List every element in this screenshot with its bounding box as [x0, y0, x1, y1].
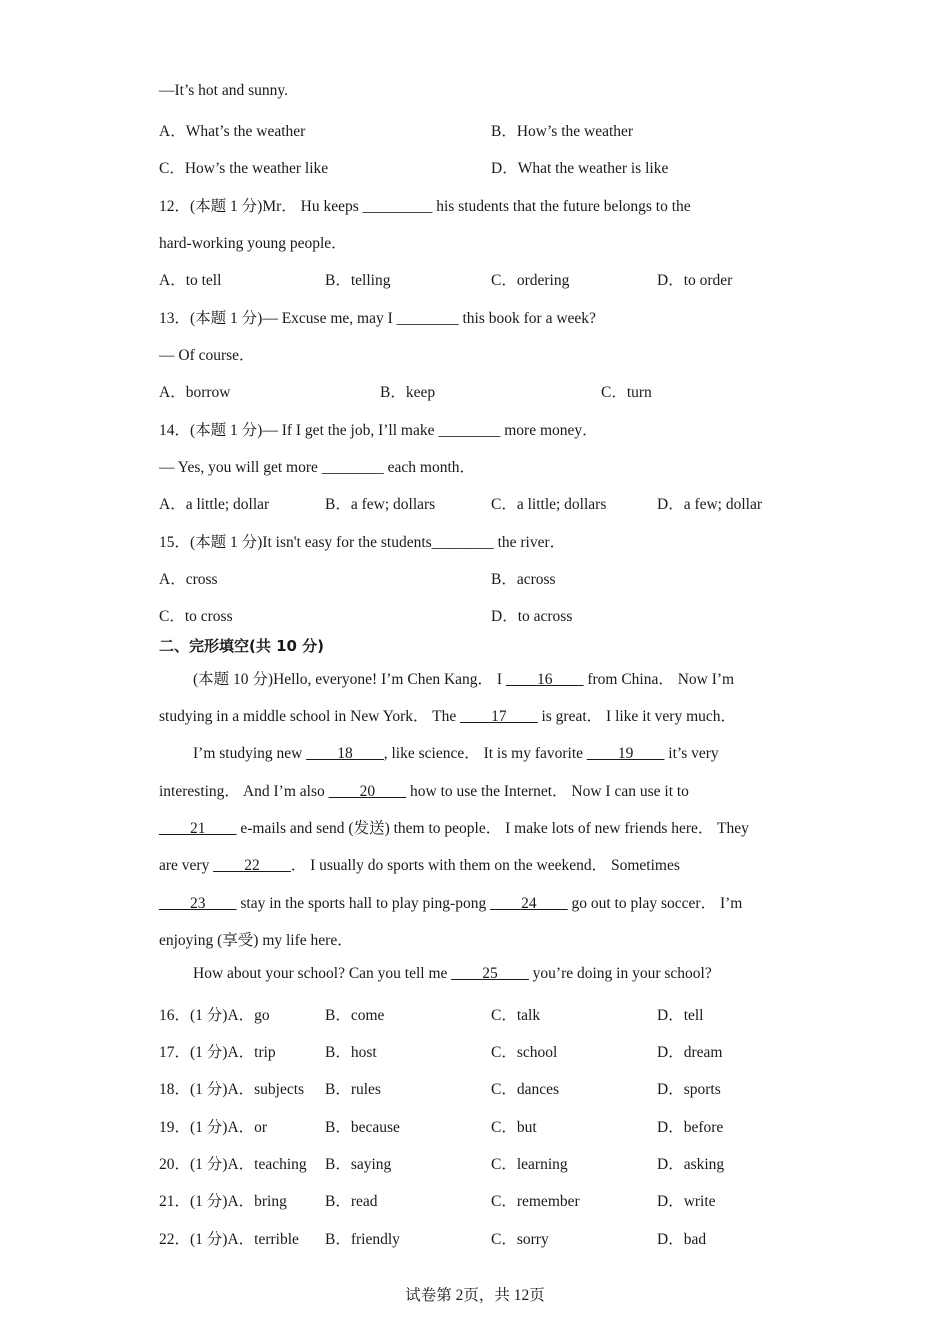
q18-option-d: D．sports: [657, 1081, 721, 1098]
q21-option-b: B．read: [325, 1193, 378, 1210]
blank-25: ____25____: [451, 965, 529, 982]
passage-text: you’re doing in your school?: [528, 965, 712, 982]
q20-option-c: C．learning: [491, 1156, 568, 1173]
q16-option-d: D．tell: [657, 1007, 704, 1024]
q21-option-c: C．remember: [491, 1193, 580, 1210]
q17-option-b: B．host: [325, 1044, 377, 1061]
passage-text: (本题 10 分)Hello, everyone! I’m Chen Kang． I: [193, 671, 506, 688]
passage-line-8: enjoying (享受) my life here．: [159, 932, 353, 949]
passage-line-1: [193, 667, 734, 689]
q14-option-a: A．a little; dollar: [159, 496, 270, 513]
q11-answer-line: —It’s hot and sunny.: [159, 82, 289, 99]
passage-text: go out to play soccer． I’m: [567, 895, 743, 912]
q12-stem-cont: hard-working young people．: [159, 235, 347, 252]
blank-18: ____18____: [306, 745, 384, 762]
q22-option-c: C．sorry: [491, 1231, 549, 1248]
q16-option-c: C．talk: [491, 1007, 541, 1024]
blank-17: ____17____: [460, 708, 538, 725]
q22-option-b: B．friendly: [325, 1231, 400, 1248]
q13-option-b: B．keep: [380, 384, 436, 401]
passage-text: stay in the sports hall to play ping-pong: [236, 895, 491, 912]
q21-option-a: 21．(1 分)A．bring: [159, 1193, 287, 1210]
q20-option-b: B．saying: [325, 1156, 392, 1173]
q15-option-c: C．to cross: [159, 608, 233, 625]
section-heading: 二、完形填空(共 10 分): [159, 637, 325, 655]
passage-text: , like science． It is my favorite: [383, 745, 587, 762]
q15-stem: 15．(本题 1 分)It isn't easy for the students________ the river．: [159, 534, 566, 551]
passage-text: studying in a middle school in New York． The: [159, 708, 461, 725]
q19-option-b: B．because: [325, 1119, 400, 1136]
passage-text: interesting． And I’m also: [159, 783, 329, 800]
q12-option-c: C．ordering: [491, 272, 570, 289]
q14-option-c: C．a little; dollars: [491, 496, 607, 513]
q22-option-a: 22．(1 分)A．terrible: [159, 1231, 299, 1248]
q19-option-a: 19．(1 分)A．or: [159, 1119, 268, 1136]
passage-text: e-mails and send (发送) them to people． I make lots of new friends here． They: [236, 820, 749, 837]
q15-option-d: D．to across: [491, 608, 573, 625]
blank-24: ____24____: [490, 895, 568, 912]
q14-reply: — Yes, you will get more ________ each month．: [159, 459, 476, 476]
q18-option-b: B．rules: [325, 1081, 381, 1098]
blank-19: ____19____: [586, 745, 665, 762]
passage-text: is great． I like it very much．: [537, 708, 737, 725]
q18-option-c: C．dances: [491, 1081, 560, 1098]
blank-20: ____20____: [328, 783, 407, 800]
q13-stem: 13．(本题 1 分)— Excuse me, may I ________ this book for a week?: [159, 310, 596, 327]
q16-option-a: 16．(1 分)A．go: [159, 1007, 270, 1024]
q20-option-d: D．asking: [657, 1156, 725, 1173]
q19-option-d: D．before: [657, 1119, 724, 1136]
passage-text: ． I usually do sports with them on the weekend． Sometimes: [290, 857, 680, 874]
q12-option-d: D．to order: [657, 272, 733, 289]
q17-option-a: 17．(1 分)A．trip: [159, 1044, 276, 1061]
q11-option-a: A．What’s the weather: [159, 123, 306, 140]
q14-option-b: B．a few; dollars: [325, 496, 436, 513]
q17-option-c: C．school: [491, 1044, 558, 1061]
blank-22: ____22____: [213, 857, 291, 874]
page-footer: 试卷第 2页，共 12页: [405, 1287, 545, 1304]
passage-text: it’s very: [664, 745, 719, 762]
q18-option-a: 18．(1 分)A．subjects: [159, 1081, 305, 1098]
q15-option-b: B．across: [491, 571, 556, 588]
passage-text: I’m studying new: [193, 745, 307, 762]
q19-option-c: C．but: [491, 1119, 537, 1136]
passage-text: How about your school? Can you tell me: [193, 965, 452, 982]
q14-stem: 14．(本题 1 分)— If I get the job, I’ll make ________ more money．: [159, 422, 598, 439]
passage-line-9: [193, 965, 712, 983]
q22-option-d: D．bad: [657, 1231, 707, 1248]
blank-21: ____21____: [159, 820, 237, 837]
q20-option-a: 20．(1 分)A．teaching: [159, 1156, 307, 1173]
passage-line-3: [193, 741, 719, 763]
q17-option-d: D．dream: [657, 1044, 723, 1061]
passage-text: from China． Now I’m: [583, 671, 735, 688]
q13-option-c: C．turn: [601, 384, 652, 401]
passage-line-5: [159, 816, 749, 838]
q12-option-a: A．to tell: [159, 272, 222, 289]
passage-line-2: [159, 704, 736, 726]
passage-text: how to use the Internet． Now I can use it to: [406, 783, 689, 800]
passage-line-4: [159, 779, 689, 801]
q12-stem: 12．(本题 1 分)Mr． Hu keeps _________ his students that the future belongs to the: [159, 198, 691, 215]
q13-option-a: A．borrow: [159, 384, 231, 401]
q15-option-a: A．cross: [159, 571, 218, 588]
q21-option-d: D．write: [657, 1193, 716, 1210]
q14-option-d: D．a few; dollar: [657, 496, 763, 513]
q11-option-c: C．How’s the weather like: [159, 160, 329, 177]
q16-option-b: B．come: [325, 1007, 385, 1024]
passage-line-6: [159, 853, 680, 875]
q11-option-d: D．What the weather is like: [491, 160, 669, 177]
passage-text: are very: [159, 857, 214, 874]
blank-16: ____16____: [505, 671, 584, 688]
q12-option-b: B．telling: [325, 272, 391, 289]
blank-23: ____23____: [159, 895, 237, 912]
passage-line-7: [159, 891, 742, 913]
q13-reply: — Of course．: [159, 347, 255, 364]
q11-option-b: B．How’s the weather: [491, 123, 634, 140]
